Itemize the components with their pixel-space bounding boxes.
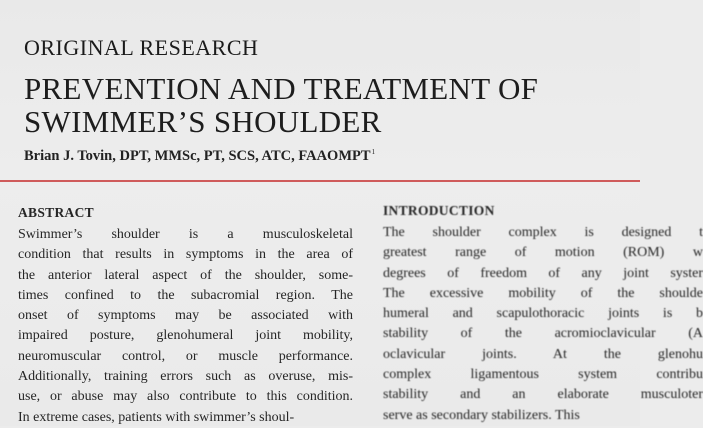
header-divider (0, 180, 640, 182)
author-name: Brian J. Tovin, DPT, MMSc, PT, SCS, ATC, FAAOMPT (24, 148, 371, 164)
abstract-text-line: Swimmer’s shoulder is a musculoskeletal (18, 227, 353, 242)
introduction-text-line: complex ligamentous system contribu (383, 367, 703, 383)
introduction-text-line: The shoulder complex is designed t (383, 225, 703, 240)
abstract-text-line: times confined to the subacromial region. The (18, 287, 353, 303)
abstract-text-line: In extreme cases, patients with swimmer’s shoul- (18, 409, 295, 425)
article-title-line-1: PREVENTION AND TREATMENT OF (24, 71, 539, 106)
introduction-text-line: stability of the acromioclavicular (A (383, 326, 703, 342)
abstract-text-line: condition that results in symptoms in the area of (18, 247, 353, 263)
introduction-body (383, 223, 703, 426)
introduction-text-line: stability and an elaborate musculoter (383, 387, 703, 403)
abstract-text-line: use, or abuse may also contribute to this condition. (18, 389, 353, 405)
introduction-text-line: serve as secondary stabilizers. This (383, 407, 580, 423)
author-byline (24, 148, 375, 165)
introduction-text-line: The excessive mobility of the shoulde (383, 285, 703, 301)
introduction-text-line: degrees of freedom of any joint syster (383, 265, 703, 281)
abstract-body (18, 225, 358, 428)
abstract-section (18, 205, 358, 426)
abstract-text-line: impaired posture, glenohumeral joint mobility, (18, 328, 353, 344)
introduction-text-line: oclavicular joints. At the glenohu (383, 346, 703, 362)
affiliation-mark: 1 (371, 148, 376, 156)
abstract-heading: ABSTRACT (18, 205, 94, 220)
introduction-heading: INTRODUCTION (383, 203, 495, 218)
introduction-section (383, 203, 703, 426)
article-title-line-2: SWIMMER’S SHOULDER (24, 104, 382, 139)
abstract-text-line: onset of symptoms may be associated with (18, 308, 353, 324)
abstract-text-line: Additionally, training errors such as overuse, mis- (18, 369, 353, 385)
article-type-label: ORIGINAL RESEARCH (24, 35, 259, 60)
abstract-text-line: neuromuscular control, or muscle performance. (18, 348, 353, 364)
abstract-text-line: the anterior lateral aspect of the shoulder, some- (18, 267, 353, 283)
introduction-text-line: greatest range of motion (ROM) w (383, 245, 703, 261)
introduction-text-line: humeral and scapulothoracic joints is b (383, 306, 703, 322)
